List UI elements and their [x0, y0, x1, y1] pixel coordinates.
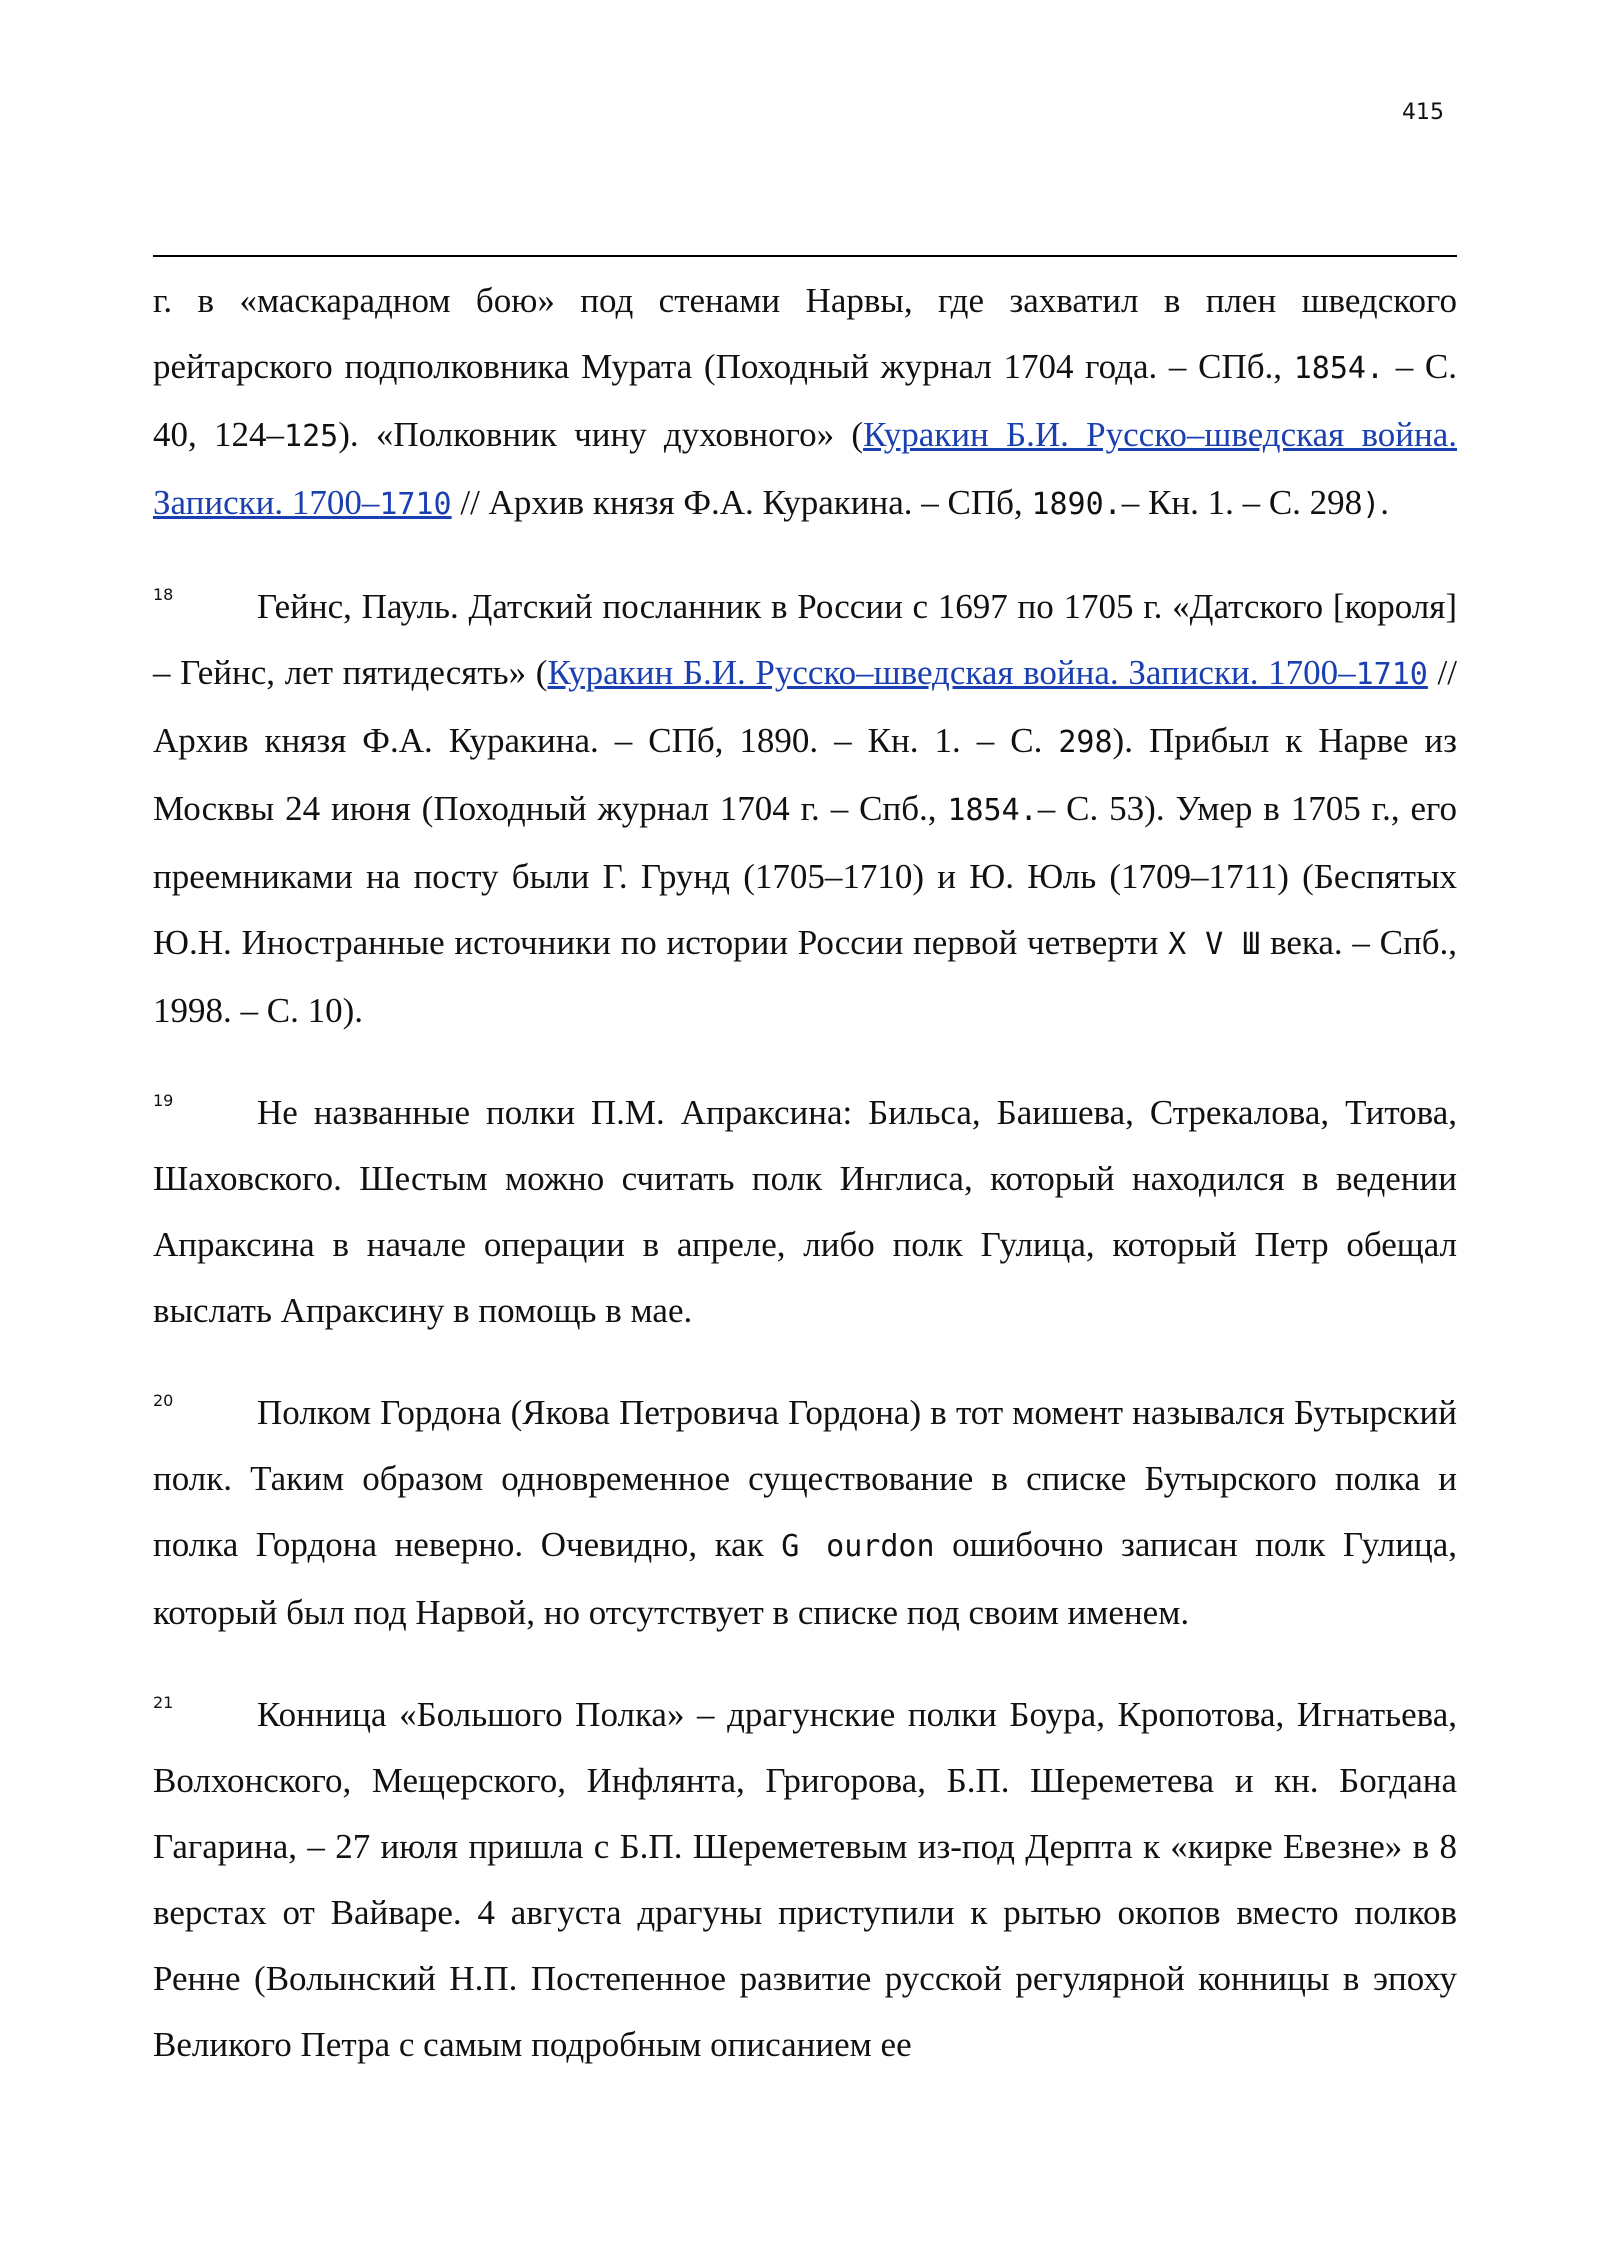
- footnote-text: ): [1362, 487, 1381, 522]
- footnote-text: ). Прибыл к Нарве из Москвы 24 июня (Походный журнал 1704 г. – Спб.,: [153, 721, 1457, 828]
- citation-link[interactable]: Куракин Б.И. Русско–шведская война. Записки. 1700–: [547, 653, 1356, 692]
- footnote-text: X V Ш: [1168, 927, 1261, 962]
- footnote-text: Гейнс, Пауль. Датский посланник в России с 1697 по 1705 г. «Датского [короля] – Гейнс, лет пятидесять» (: [153, 587, 1457, 692]
- citation-link[interactable]: 1710: [379, 487, 452, 522]
- footnote-number: 21: [153, 1693, 174, 1712]
- footnote-20: [153, 1368, 1457, 1646]
- footnote-text: г. в «маскарадном бою» под стенами Нарвы, где захватил в плен шведского рейтарского подполковника Мурата (Походный журнал 1704 года. – СПб.,: [153, 281, 1457, 386]
- footnote-text: ошибочно записан полк Гулица, который был под Нарвой, но отсутствует в списке под своим именем.: [153, 1525, 1457, 1632]
- footnote-number: 18: [153, 585, 174, 604]
- footnote-number: 20: [153, 1391, 174, 1410]
- footnote-18: [153, 562, 1457, 1044]
- footnote-19: [153, 1068, 1457, 1344]
- citation-link[interactable]: 1710: [1355, 657, 1428, 692]
- citation-link[interactable]: Куракин Б.И. Русско–шведская война. Записки. 1700–: [153, 415, 1457, 522]
- footnote-text: – Кн. 1. – С. 298: [1121, 483, 1363, 522]
- footnote-text: G ourdon: [781, 1529, 935, 1564]
- footnote-separator: [153, 255, 1457, 257]
- footnote-text: Конница «Большого Полка» – драгунские полки Боура, Кропотова, Игнатьева, Волхонского, Мещерского, Инфлянта, Григорова, Б.П. Шереметева и кн. Богдана Гагарина, – 27 июля пришла с Б.П. Шереметевым из-под Дерпта к «кирке Евезне» в 8 верстах от Вайваре. 4 августа драгуны приступили к рытью окопов вместо полков Ренне (Волынский Н.П. Постепенное развитие русской регулярной конницы в эпоху Великого Петра с самым подробным описанием ее: [153, 1695, 1457, 2064]
- footnote-text: // Архив князя Ф.А. Куракина. – СПб,: [451, 483, 1032, 522]
- page-number: 415: [1402, 100, 1444, 125]
- footnote-text: .: [1380, 483, 1389, 522]
- footnote-text: // Архив князя Ф.А. Куракина. – СПб, 1890. – Кн. 1. – С.: [153, 653, 1457, 760]
- footnote-text: 125: [284, 419, 339, 454]
- footnote-text: – С. 40, 124–: [153, 347, 1457, 454]
- footnote-text: 1890.: [1031, 487, 1122, 522]
- footnote-number: 19: [153, 1091, 174, 1110]
- footnote-text: века. – Спб., 1998. – С. 10).: [153, 923, 1457, 1030]
- footnote-text: 1854.: [947, 793, 1038, 828]
- footnotes: [153, 268, 1457, 2102]
- footnote-text: – С. 53). Умер в 1705 г., его преемниками на посту были Г. Грунд (1705–1710) и Ю. Юль (1709–1711) (Беспятых Ю.Н. Иностранные источники по истории России первой четверти: [153, 789, 1458, 962]
- footnote-text: 298: [1058, 725, 1113, 760]
- footnote-text: Не названные полки П.М. Апраксина: Бильса, Баишева, Стрекалова, Титова, Шаховского. Шестым можно считать полк Инглиса, который находился в ведении Апраксина в начале операции в апреле, либо полк Гулица, который Петр обещал выслать Апраксину в помощь в мае.: [153, 1093, 1457, 1330]
- footnote-text: Полком Гордона (Якова Петровича Гордона) в тот момент назывался Бутырский полк. Таким образом одновременное существование в списке Бутырского полка и полка Гордона неверно. Очевидно, как: [153, 1393, 1457, 1564]
- footnote-text: 1854.: [1293, 351, 1385, 386]
- footnote-text: ). «Полковник чину духовного» (: [338, 415, 864, 454]
- footnote-continued: [153, 268, 1457, 538]
- footnote-21: [153, 1670, 1457, 2078]
